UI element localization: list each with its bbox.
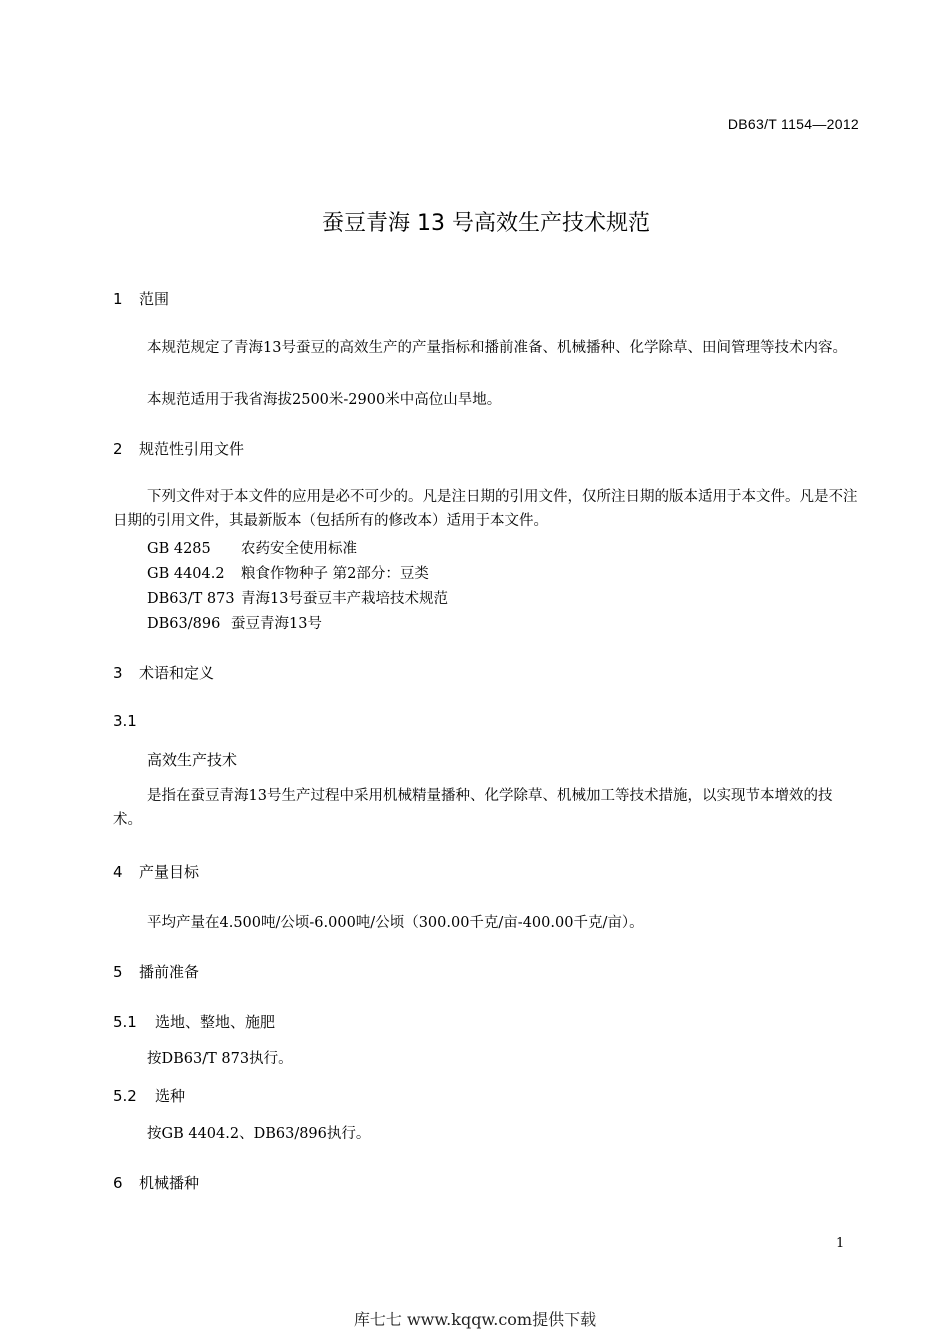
section-number: 4 xyxy=(113,863,123,881)
reference-item xyxy=(147,562,429,583)
section-number: 5 xyxy=(113,963,123,981)
reference-code: GB 4404.2 xyxy=(147,566,225,582)
section-title: 术语和定义 xyxy=(139,664,215,682)
reference-name: 青海13号蚕豆丰产栽培技术规范 xyxy=(241,591,448,607)
section-number: 3 xyxy=(113,664,123,682)
reference-item xyxy=(147,537,357,558)
reference-name: 蚕豆青海13号 xyxy=(231,616,322,632)
standard-code: DB63/T 1154—2012 xyxy=(727,116,859,132)
section-4-paragraph: 平均产量在4.500吨/公顷-6.000吨/公顷（300.00千克/亩-400.00千克/亩）。 xyxy=(147,915,644,931)
section-2-paragraph-1: 下列文件对于本文件的应用是必不可少的。凡是注日期的引用文件，仅所注日期的版本适用于本文件。凡是不注日期的引用文件，其最新版本（包括所有的修改本）适用于本文件。 xyxy=(113,489,858,529)
term-name: 高效生产技术 xyxy=(147,751,238,769)
term-definition: 是指在蚕豆青海13号生产过程中采用机械精量播种、化学除草、机械加工等技术措施，以实现节本增效的技术。 xyxy=(113,788,833,828)
section-title: 范围 xyxy=(139,290,170,308)
section-1-paragraph-1: 本规范规定了青海13号蚕豆的高效生产的产量指标和播前准备、机械播种、化学除草、田间管理等技术内容。 xyxy=(147,340,847,356)
reference-item xyxy=(147,612,322,633)
download-footer: 库七七 www.kqqw.com提供下载 xyxy=(353,1310,597,1329)
section-6-heading xyxy=(113,1172,199,1193)
page-number: 1 xyxy=(836,1236,845,1251)
section-title: 播前准备 xyxy=(139,963,200,981)
section-number: 1 xyxy=(113,290,123,308)
clause-title: 选地、整地、施肥 xyxy=(155,1013,276,1031)
clause-5-1-paragraph: 按DB63/T 873执行。 xyxy=(147,1051,293,1067)
clause-3-1-number: 3.1 xyxy=(113,712,137,730)
section-1-heading xyxy=(113,288,169,309)
clause-number: 5.2 xyxy=(113,1087,137,1105)
reference-code: GB 4285 xyxy=(147,541,211,557)
section-number: 2 xyxy=(113,440,123,458)
section-1-paragraph-2: 本规范适用于我省海拔2500米-2900米中高位山旱地。 xyxy=(147,392,502,408)
reference-name: 农药安全使用标准 xyxy=(241,541,357,557)
section-4-heading xyxy=(113,861,199,882)
reference-item xyxy=(147,587,448,608)
section-title: 产量目标 xyxy=(139,863,200,881)
clause-5-1-heading xyxy=(113,1011,275,1032)
reference-code: DB63/T 873 xyxy=(147,591,235,607)
section-number: 6 xyxy=(113,1174,123,1192)
clause-5-2-heading xyxy=(113,1085,185,1106)
section-5-heading xyxy=(113,961,199,982)
reference-code: DB63/896 xyxy=(147,616,221,632)
section-3-heading xyxy=(113,662,214,683)
clause-5-2-paragraph: 按GB 4404.2、DB63/896执行。 xyxy=(147,1126,371,1142)
reference-name: 粮食作物种子 第2部分：豆类 xyxy=(241,566,429,582)
document-title: 蚕豆青海 13 号高效生产技术规范 xyxy=(322,211,650,236)
section-title: 规范性引用文件 xyxy=(139,440,245,458)
clause-number: 5.1 xyxy=(113,1013,137,1031)
clause-title: 选种 xyxy=(155,1087,186,1105)
section-title: 机械播种 xyxy=(139,1174,200,1192)
section-2-heading xyxy=(113,438,244,459)
